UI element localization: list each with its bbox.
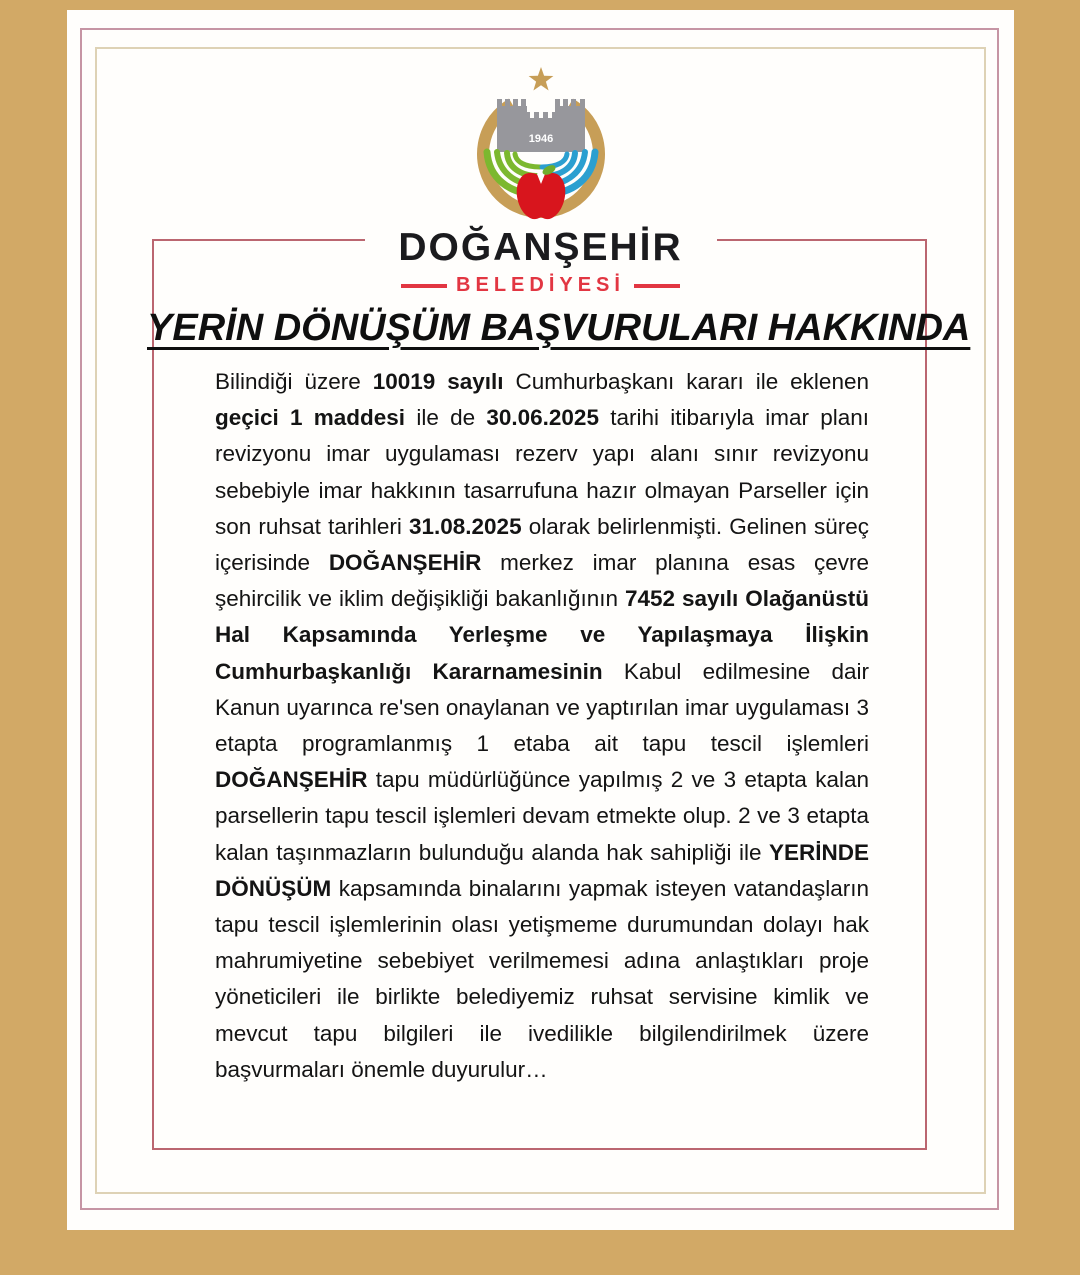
star-icon xyxy=(528,67,553,91)
municipality-subtitle-row xyxy=(391,274,691,297)
announcement-title: YERİN DÖNÜŞÜM BAŞVURULARI HAKKINDA xyxy=(147,307,971,349)
subtitle-dash-left xyxy=(401,284,447,288)
announcement-body: Bilindiği üzere 10019 sayılı Cumhurbaşkanı kararı ile eklenen geçici 1 maddesi ile de 30.06.2025 tarihi itibarıyla imar planı revizyonu imar uygulaması rezerv yapı alanı sınır revizyonu sebebiyle imar hakkının tasarrufuna hazır olmayan Parseller için son ruhsat tarihleri 31.08.2025 olarak belirlenmişti. Gelinen süreç içerisinde DOĞANŞEHİR merkez imar planına esas çevre şehircilik ve iklim değişikliği bakanlığının 7452 sayılı Olağanüstü Hal Kapsamında Yerleşme ve Yapılaşmaya İlişkin Cumhurbaşkanlığı Kararnamesinin Kabul edilmesine dair Kanun uyarınca re'sen onaylanan ve yaptırılan imar uygulaması 3 etapta programlanmış 1 etaba ait tapu tescil işlemleri DOĞANŞEHİR tapu müdürlüğünce yapılmış 2 ve 3 etapta kalan parsellerin tapu tescil işlemleri devam etmekte olup. 2 ve 3 etapta kalan taşınmazların bulunduğu alanda hak sahipliği ile YERİNDE DÖNÜŞÜM kapsamında binalarını yapmak isteyen vatandaşların tapu tescil işlemlerinin olası yetişmeme durumundan dolayı hak mahrumiyetine sebebiyet verilmemesi adına anlaştıkları proje yöneticileri ile birlikte belediyemiz ruhsat servisine kimlik ve mevcut tapu bilgileri ile ivedilikle bilgilendirilmek üzere başvurmaları önemle duyurulur… xyxy=(215,369,870,1082)
municipality-subtitle: BELEDİYESİ xyxy=(456,274,625,296)
municipality-logo xyxy=(365,66,717,297)
municipality-name: DOĞANŞEHİR xyxy=(398,226,683,269)
document-page xyxy=(67,10,1014,1230)
castle-year-text: 1946 xyxy=(528,133,553,145)
subtitle-dash-right xyxy=(634,284,680,288)
municipality-emblem-icon xyxy=(461,66,621,226)
